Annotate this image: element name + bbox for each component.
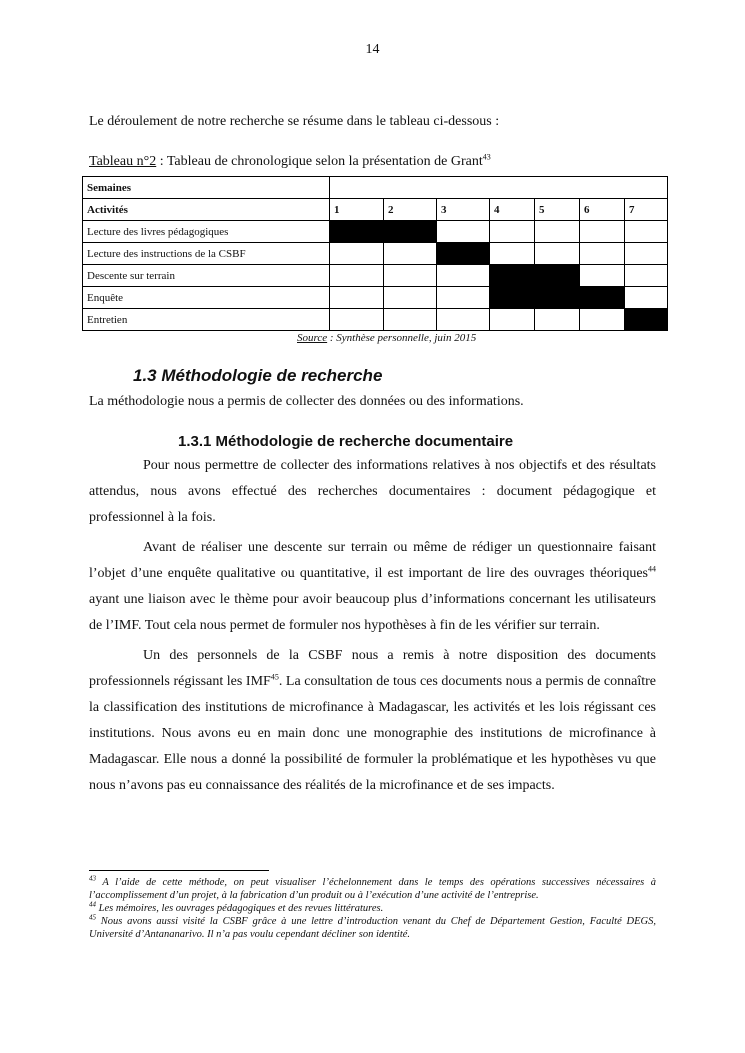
footnote-43 [89,876,656,902]
footnotes [89,876,656,941]
schedule-cell-empty [330,287,384,309]
schedule-cell-empty [580,265,625,287]
activity-label: Descente sur terrain [83,265,330,287]
week-3: 3 [437,199,490,221]
schedule-cell-empty [490,309,535,331]
schedule-cell-empty [437,309,490,331]
schedule-cell-empty [535,221,580,243]
footnote-number: 45 [89,913,96,922]
week-2: 2 [384,199,437,221]
header-weeks-span [330,177,668,199]
footnote-ref-43: 43 [482,152,491,162]
footnote-number: 44 [89,900,96,909]
schedule-cell-empty [535,243,580,265]
footnote-number: 43 [89,874,96,883]
section-description: La méthodologie nous a permis de collecter des données ou des informations. [89,394,524,409]
schedule-cell-empty [330,265,384,287]
schedule-cell-empty [384,243,437,265]
week-5: 5 [535,199,580,221]
activity-label: Entretien [83,309,330,331]
schedule-cell-filled [490,287,535,309]
schedule-cell-empty [490,243,535,265]
week-1: 1 [330,199,384,221]
schedule-cell-empty [384,265,437,287]
paragraph-3-part-b: . La consultation de tous ces documents nous a permis de connaître la classification des institutions de microfinance à Madagascar, les activités et les lois régissant ces institutions. Nous avons eu en main donc une monographie des institutions de microfinance à Madagascar. Elle nous a donné la possibilité de formuler la problématique et les hypothèses vu que nous n’avons pas eu connaissance des réalités de la microfinance et de ses impacts. [89,674,656,793]
paragraph-3-part-a: Un des personnels de la CSBF nous a remis à notre disposition des documents professionnels régissant les IMF [89,648,656,689]
schedule-cell-empty [490,221,535,243]
footnote-text: A l’aide de cette méthode, on peut visualiser l’échelonnement dans le temps des opérations successives nécessaires à l’accomplissement d’un projet, à la fabrication d’un produit ou à l’exécution d’une activité de l’entreprise. [89,877,656,901]
schedule-cell-empty [625,221,668,243]
week-4: 4 [490,199,535,221]
footnote-44 [89,902,656,915]
activity-label: Lecture des instructions de la CSBF [83,243,330,265]
schedule-cell-empty [625,287,668,309]
schedule-cell-empty [580,309,625,331]
chronology-table [82,176,668,331]
footnote-ref-44: 44 [648,564,656,574]
table-row [83,287,668,309]
schedule-cell-filled [580,287,625,309]
schedule-cell-empty [580,221,625,243]
header-weeks: Semaines [83,177,330,199]
body-text [89,453,656,803]
table-source [297,332,476,344]
source-label: Source [297,332,328,344]
footnote-45 [89,915,656,941]
intro-text: Le déroulement de notre recherche se résume dans le tableau ci-dessous : [89,114,500,129]
schedule-cell-empty [437,221,490,243]
table-caption [89,154,491,170]
schedule-cell-empty [625,243,668,265]
table-row [83,243,668,265]
table-caption-text: : Tableau de chronologique selon la présentation de Grant [156,154,483,169]
footnote-text: Nous avons aussi visité la CSBF grâce à une lettre d’introduction venant du Chef de Département Gestion, Faculté DEGS, Université d’Antananarivo. Il n’a pas voulu cependant décliner son identité. [89,916,656,940]
table-header-row-activities [83,199,668,221]
schedule-cell-empty [437,287,490,309]
section-title: 1.3 Méthodologie de recherche [133,366,383,385]
table-caption-label: Tableau n°2 [89,154,157,169]
table-row [83,265,668,287]
schedule-cell-filled [490,265,535,287]
footnote-separator [89,870,269,871]
schedule-cell-empty [535,309,580,331]
paragraph-1: Pour nous permettre de collecter des informations relatives à nos objectifs et des résultats attendus, nous avons effectué des recherches documentaires : document pédagogique et professionnel à la fois. [89,458,656,525]
schedule-cell-empty [384,287,437,309]
paragraph-2 [89,535,656,639]
schedule-cell-empty [330,243,384,265]
schedule-cell-filled [535,265,580,287]
schedule-cell-filled [384,221,437,243]
page-number: 14 [365,42,380,57]
schedule-cell-empty [625,265,668,287]
schedule-cell-filled [437,243,490,265]
source-text: : Synthèse personnelle, juin 2015 [327,332,477,344]
table-header-row-weeks [83,177,668,199]
footnote-text: Les mémoires, les ouvrages pédagogiques et des revues littératures. [96,903,384,914]
schedule-cell-empty [384,309,437,331]
week-6: 6 [580,199,625,221]
footnote-ref-45: 45 [270,672,279,682]
schedule-cell-filled [625,309,668,331]
schedule-cell-filled [330,221,384,243]
paragraph-2-part-a: Avant de réaliser une descente sur terrain ou même de rédiger un questionnaire faisant l’objet d’une enquête qualitative ou quantitative, il est important de lire des ouvrages théoriques [89,540,656,581]
schedule-cell-empty [580,243,625,265]
schedule-cell-empty [437,265,490,287]
week-7: 7 [625,199,668,221]
header-activities: Activités [83,199,330,221]
schedule-cell-empty [330,309,384,331]
table-row [83,221,668,243]
activity-label: Enquête [83,287,330,309]
schedule-cell-filled [535,287,580,309]
table-row [83,309,668,331]
paragraph-3 [89,643,656,799]
subsection-title: 1.3.1 Méthodologie de recherche documentaire [178,433,514,450]
paragraph-2-part-b: ayant une liaison avec le thème pour avoir beaucoup plus d’informations concernant les utilisateurs de l’IMF. Tout cela nous permet de formuler nos hypothèses à fin de les vérifier sur terrain. [89,592,656,633]
activity-label: Lecture des livres pédagogiques [83,221,330,243]
